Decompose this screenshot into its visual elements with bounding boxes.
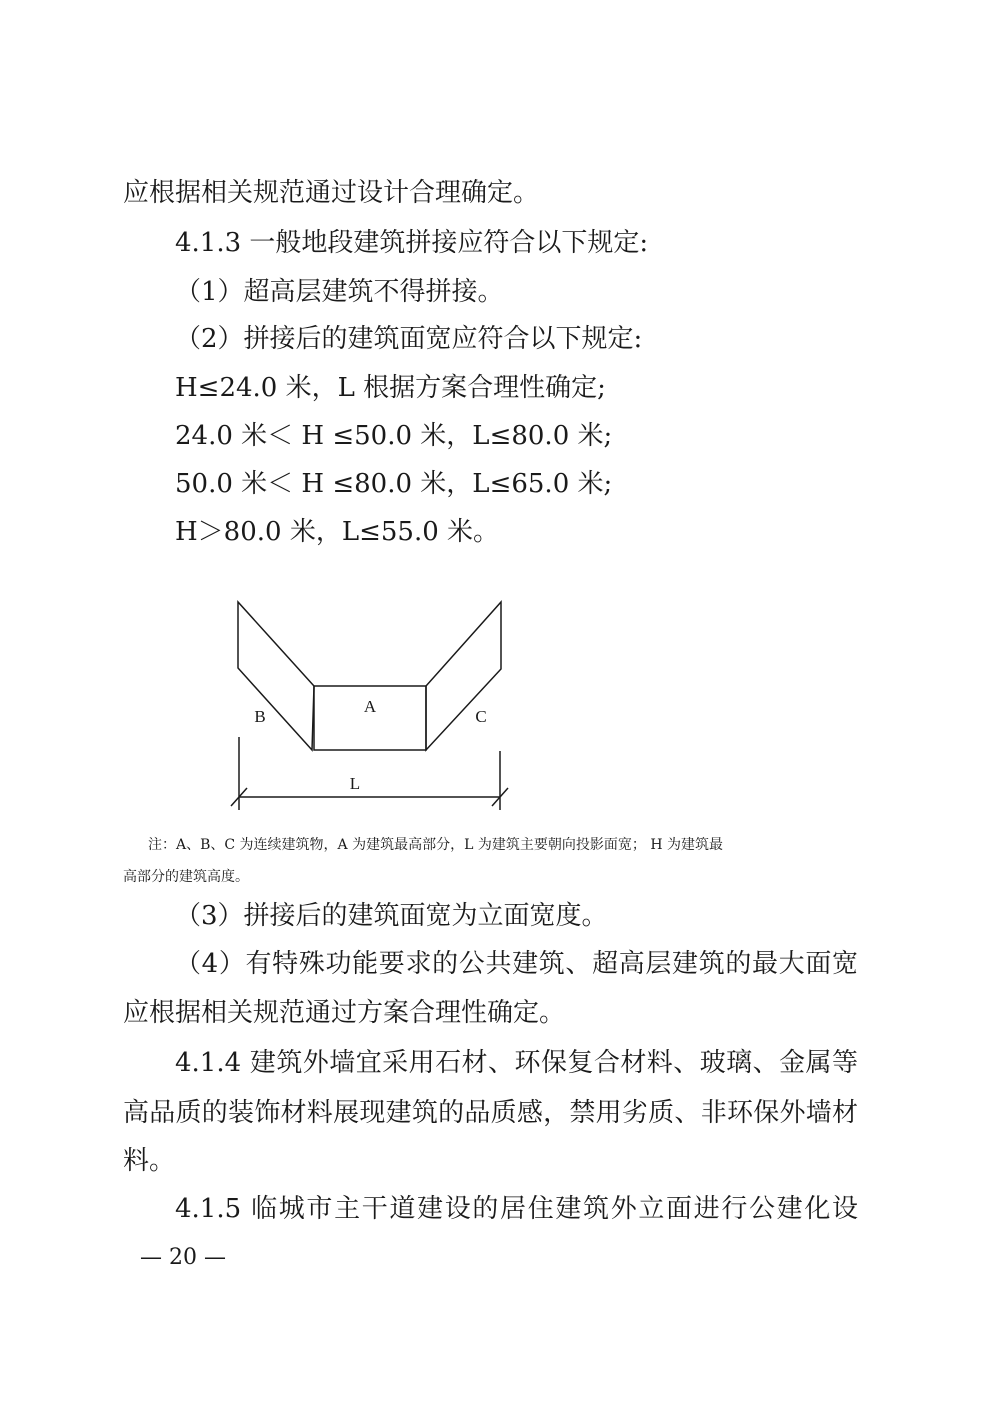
building-joint-diagram <box>215 590 525 820</box>
label-c: C <box>475 707 487 726</box>
label-l: L <box>349 774 361 793</box>
text-line-continuation: 应根据相关规范通过设计合理确定。 <box>123 178 540 208</box>
rule-h-50-80: 50.0 米＜ H ≤80.0 米，L≤65.0 米; <box>175 469 613 499</box>
item-4-continuation: 应根据相关规范通过方案合理性确定。 <box>123 998 566 1028</box>
item-2: （2）拼接后的建筑面宽应符合以下规定: <box>175 324 643 354</box>
clause-4-1-3-heading: 4.1.3 一般地段建筑拼接应符合以下规定: <box>175 228 649 258</box>
rule-h-80: H＞80.0 米，L≤55.0 米。 <box>175 517 500 547</box>
label-b: B <box>254 707 266 726</box>
figure-note-line-2: 高部分的建筑高度。 <box>123 869 249 885</box>
label-a: A <box>363 697 377 716</box>
item-4: （4）有特殊功能要求的公共建筑、超高层建筑的最大面宽 <box>175 949 858 979</box>
clause-4-1-4-continuation: 高品质的装饰材料展现建筑的品质感，禁用劣质、非环保外墙材 <box>123 1098 858 1128</box>
building-c-shape <box>426 602 501 750</box>
building-a-shape <box>314 686 426 750</box>
building-b-shape <box>238 602 314 750</box>
item-3: （3）拼接后的建筑面宽为立面宽度。 <box>175 901 608 931</box>
clause-4-1-4: 4.1.4 建筑外墙宜采用石材、环保复合材料、玻璃、金属等 <box>175 1048 858 1078</box>
item-1: （1）超高层建筑不得拼接。 <box>175 277 504 307</box>
figure-note-line-1: 注：A、B、C 为连续建筑物，A 为建筑最高部分，L 为建筑主要朝向投影面宽； H 为建筑最 <box>148 837 723 853</box>
clause-4-1-4-end: 料。 <box>123 1146 176 1176</box>
rule-h-24-50: 24.0 米＜ H ≤50.0 米，L≤80.0 米; <box>175 421 613 451</box>
clause-4-1-5: 4.1.5 临城市主干道建设的居住建筑外立面进行公建化设 <box>175 1194 858 1224</box>
rule-h-24: H≤24.0 米，L 根据方案合理性确定; <box>175 373 606 403</box>
page-number: — 20 — <box>140 1245 226 1270</box>
